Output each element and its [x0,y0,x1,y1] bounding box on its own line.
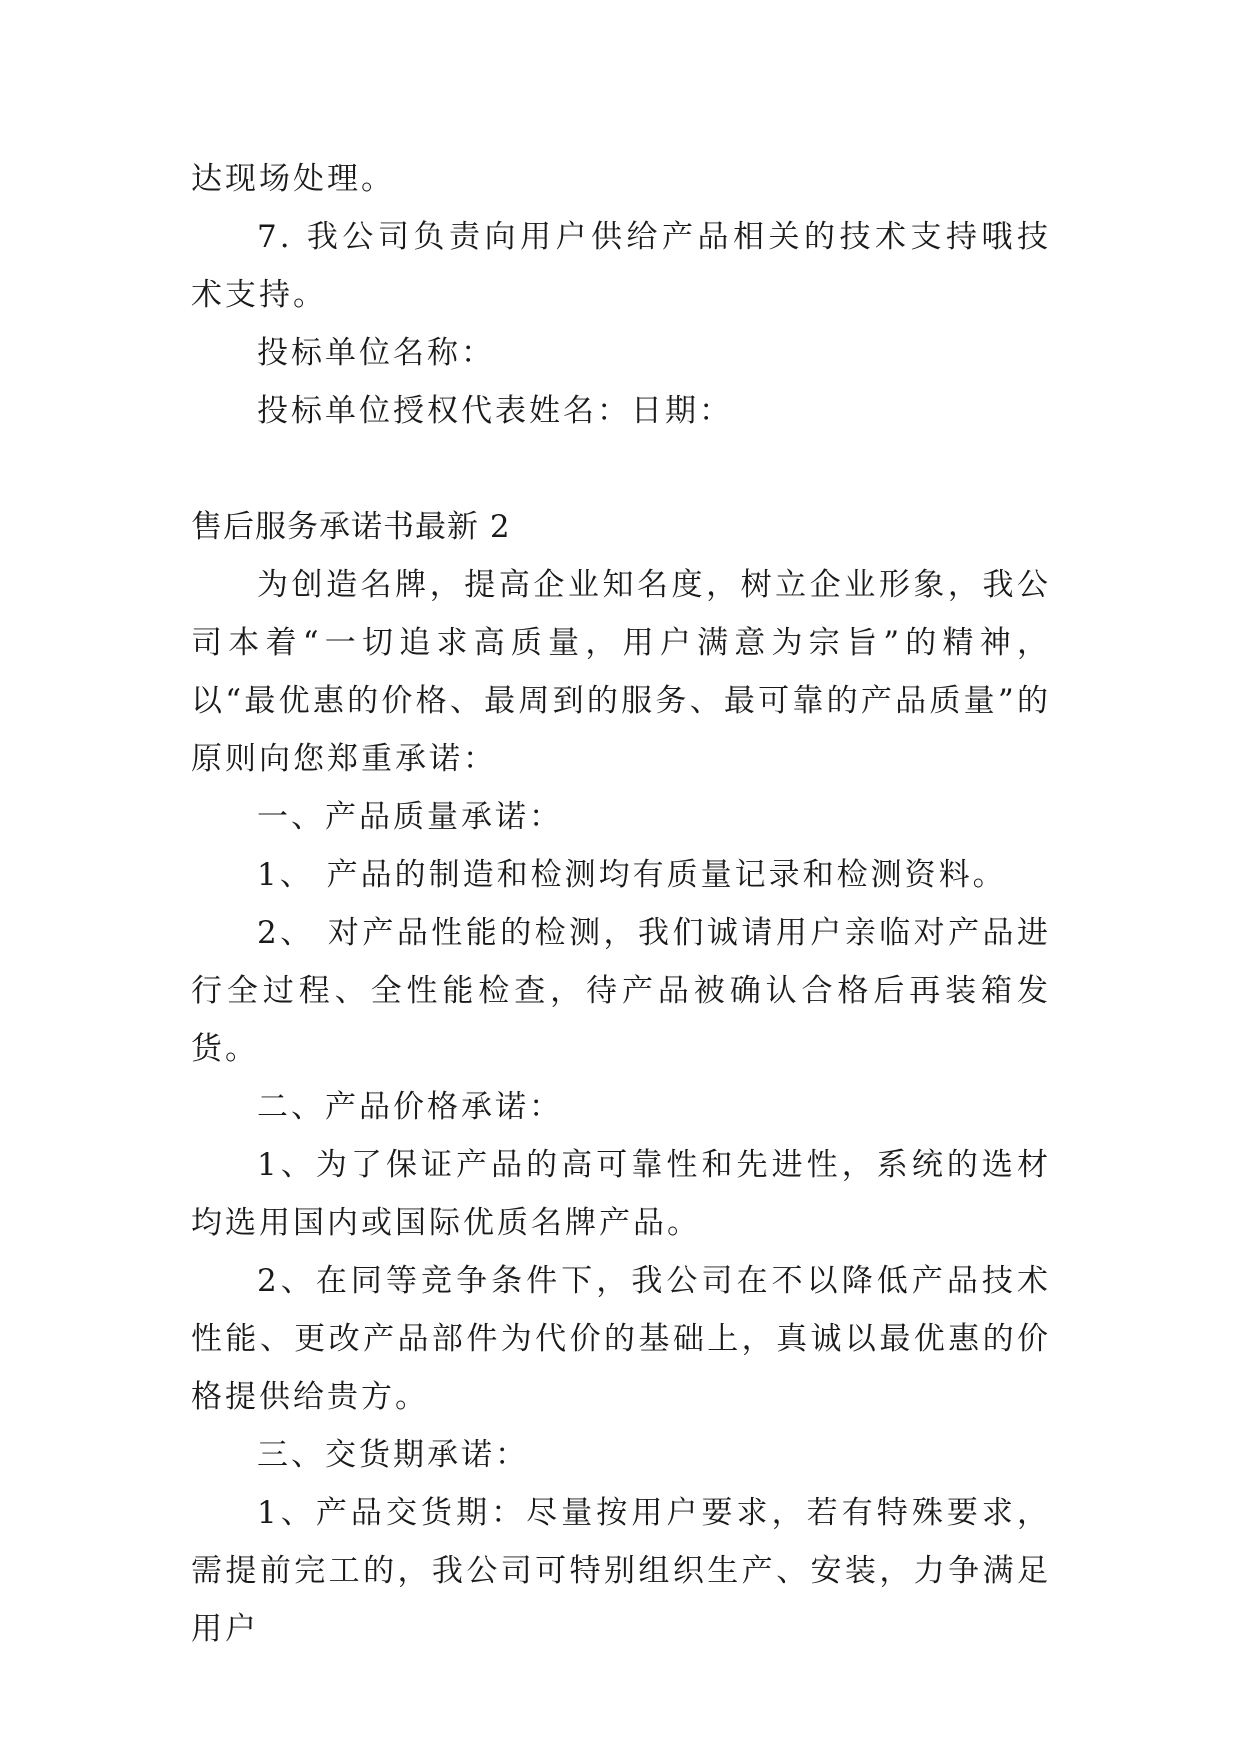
bidder-name-line: 投标单位名称： [257,335,495,371]
document-page [191,150,1051,1658]
paragraph-delivery-1: 1、产品交货期：尽量按用户要求，若有特殊要求，需提前完工的，我公司可特别组织生产、安装，力争满足用户 [191,1495,1051,1647]
heading-quality-commitment: 一、产品质量承诺： [257,799,563,835]
heading-price-commitment: 二、产品价格承诺： [257,1089,563,1125]
paragraph-quality-1: 1、 产品的制造和检测均有质量记录和检测资料。 [257,857,1007,893]
heading-delivery-commitment: 三、交货期承诺： [257,1437,529,1473]
paragraph-intro: 为创造名牌，提高企业知名度，树立企业形象，我公司本着“一切追求高质量，用户满意为宗旨”的精神，以“最优惠的价格、最周到的服务、最可靠的产品质量”的原则向您郑重承诺： [191,567,1051,777]
paragraph-continuation: 达现场处理。 [191,161,395,197]
paragraph-price-1: 1、为了保证产品的高可靠性和先进性，系统的选材均选用国内或国际优质名牌产品。 [191,1147,1051,1241]
paragraph-price-2: 2、在同等竞争条件下，我公司在不以降低产品技术性能、更改产品部件为代价的基础上，真诚以最优惠的价格提供给贵方。 [191,1263,1051,1415]
paragraph-quality-2: 2、 对产品性能的检测，我们诚请用户亲临对产品进行全过程、全性能检查，待产品被确认合格后再装箱发货。 [191,915,1051,1067]
section-spacer [191,440,1051,498]
section-title: 售后服务承诺书最新 2 [191,509,511,545]
bidder-representative-line: 投标单位授权代表姓名：日期： [257,393,733,429]
paragraph-item-7: 7. 我公司负责向用户供给产品相关的技术支持哦技术支持。 [191,219,1051,313]
